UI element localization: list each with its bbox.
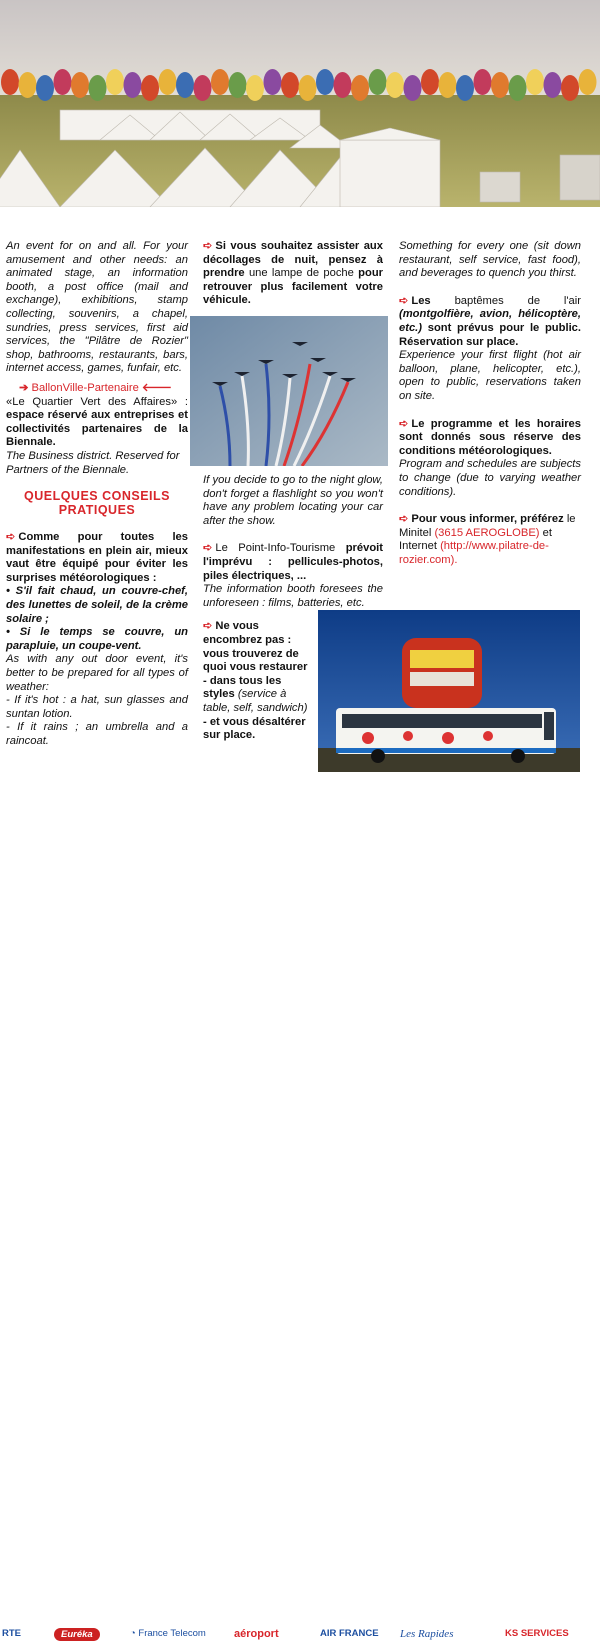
partner-title: BallonVille-Partenaire — [31, 381, 139, 394]
balloon-shape — [579, 69, 597, 95]
balloon-shape — [351, 75, 369, 101]
tips-heading-line1: QUELQUES CONSEILS — [23, 489, 171, 504]
balloon-shape — [334, 72, 352, 98]
balloon-shape — [299, 75, 317, 101]
balloon-shape — [509, 75, 527, 101]
sponsor-eureka: Euréka — [54, 1628, 100, 1641]
bus-balloon-photo — [318, 610, 580, 772]
balloon-shape — [36, 75, 54, 101]
arrow-left-icon: 🡐 — [141, 381, 172, 394]
partner-french — [6, 396, 188, 450]
programme-french: ➪ Le programme et les horaires sont donnés sous réserve des conditions météorologiques. — [399, 417, 581, 457]
balloon-shape — [54, 69, 72, 95]
arrow-icon: ➪ — [203, 542, 213, 555]
sponsor-ks-services: KS SERVICES — [505, 1628, 569, 1639]
baptemes-french: ➪ Les baptêmes de l'air (montgolfière, avion, hélicoptère, etc.) sont prévus pour le public. Réservation sur place. — [399, 294, 582, 348]
balloon-shape — [421, 69, 439, 95]
intro-english: An event for on and all. For your amusement and other needs: an animated stage, an information booth, a post office (mail and exchange), exhibitions, stamp collecting, souvenirs, a chapel, sundries, press services, first aid services, the "Pilâtre de Rozier" shop, bathrooms, restaurants, bars, internet access, games, funfair, etc. — [6, 240, 188, 375]
food-french: ➪ Ne vous encombrez pas : vous trouverez de quoi vous restaurer - dans tous les styles (service à table, self, sandwich) - et vous désaltérer sur place. — [203, 620, 308, 742]
arrow-icon: ➪ — [203, 240, 213, 252]
tips-hot-french: • S'il fait chaud, un couvre-chef, des lunettes de soleil, de la crème solaire ; — [6, 585, 188, 625]
patrouille-de-france-photo — [190, 316, 388, 466]
balloon-shape — [526, 69, 544, 95]
minitel-code: (3615 AEROGLOBE) — [434, 526, 540, 539]
info-french: ➪ Le Point-Info-Tourisme prévoit l'imprévu : pellicules-photos, piles électriques, ... — [203, 542, 383, 582]
sponsor-air-france: AIR FRANCE — [320, 1628, 379, 1639]
balloon-shape — [89, 75, 107, 101]
partner-reserved: espace réservé aux entreprises et collectivités partenaires de la Biennale. — [6, 409, 188, 449]
partner-district-name: «Le Quartier Vert des Affaires» : — [6, 395, 188, 408]
balloon-shape — [246, 75, 264, 101]
balloon-shape — [106, 69, 124, 95]
balloon-shape — [491, 72, 509, 98]
balloon-shape — [544, 72, 562, 98]
arrow-icon: ➪ — [203, 620, 213, 633]
balloon-shape — [1, 69, 19, 95]
balloon-shape — [141, 75, 159, 101]
sponsor-aeroport: aéroport — [234, 1628, 279, 1640]
tips-heading-line2: PRATIQUES — [58, 503, 136, 518]
arrow-right-icon: ➔ — [19, 381, 29, 394]
balloon-field-photo — [0, 0, 600, 207]
balloon-shape — [264, 69, 282, 95]
balloon-shape — [386, 72, 404, 98]
balloon-shape — [404, 75, 422, 101]
balloon-shape — [316, 69, 334, 95]
balloon-shape — [194, 75, 212, 101]
baptemes-english: Experience your first flight (hot air balloon, plane, helicopter, etc.), open to public, reservations taken on site. — [399, 349, 581, 402]
info-english: The information booth foresees the unforeseen : films, batteries, etc. — [203, 583, 383, 609]
sponsor-france-telecom: ◔ France Telecom — [130, 1628, 206, 1639]
programme-english: Program and schedules are subjects to change (due to varying weather conditions). — [399, 458, 581, 498]
balloon-shape — [281, 72, 299, 98]
sponsor-rte: RTE — [2, 1628, 21, 1639]
footer-sponsors — [0, 812, 600, 1640]
balloon-shape — [229, 72, 247, 98]
arrow-icon: ➪ — [399, 294, 409, 307]
balloon-shape — [369, 69, 387, 95]
balloon-shape — [456, 75, 474, 101]
tips-heading — [6, 489, 188, 517]
balloon-shape — [561, 75, 579, 101]
tips-rain-english: - If it rains ; an umbrella and a raincoat. — [6, 721, 188, 747]
balloon-shape — [159, 69, 177, 95]
food-english: Something for every one (sit down restaurant, self service, fast food), and beverages to quench you thirst. — [399, 240, 581, 280]
balloon-shape — [124, 72, 142, 98]
column-right — [399, 240, 581, 567]
sponsor-les-rapides: Les Rapides — [400, 1628, 454, 1640]
france-telecom-icon: ◔ — [130, 1628, 139, 1639]
balloon-shape — [474, 69, 492, 95]
night-english: If you decide to go to the night glow, don't forget a flashlight so you won't have any problem locating your car after the show. — [203, 474, 383, 527]
balloon-shape — [211, 69, 229, 95]
tips-rain-french: • Si le temps se couvre, un parapluie, un coupe-vent. — [6, 626, 188, 652]
tips-hot-english: - If it's hot : a hat, sun glasses and suntan lotion. — [6, 694, 188, 720]
night-french: ➪ Si vous souhaitez assister aux décollages de nuit, pensez à prendre une lampe de poche pour retrouver plus facilement votre véhicule. — [203, 240, 384, 307]
partner-heading — [6, 382, 188, 396]
balloon-shape — [176, 72, 194, 98]
website-url[interactable]: (http://www.pilatre-de-rozier.com). — [399, 540, 549, 566]
balloon-shape — [19, 72, 37, 98]
column-left — [6, 240, 188, 749]
arrow-icon: ➪ — [6, 531, 16, 544]
arrow-icon: ➪ — [399, 417, 409, 430]
arrow-icon: ➪ — [399, 513, 409, 526]
inform-french: ➪ Pour vous informer, préférez le Minitel (3615 AEROGLOBE) et Internet (http://www.pilatre-de-rozier.com). — [399, 513, 576, 566]
balloon-shape — [71, 72, 89, 98]
balloon-shape — [439, 72, 457, 98]
column-middle — [203, 240, 383, 308]
partner-english: The Business district. Reserved for Partners of the Biennale. — [6, 449, 180, 476]
tips-english: As with any out door event, it's better to be prepared for all types of weather: — [6, 653, 188, 693]
tips-french: ➪ Comme pour toutes les manifestations en plein air, mieux vaut être équipé pour éviter les surprises météorologiques : — [6, 531, 188, 584]
